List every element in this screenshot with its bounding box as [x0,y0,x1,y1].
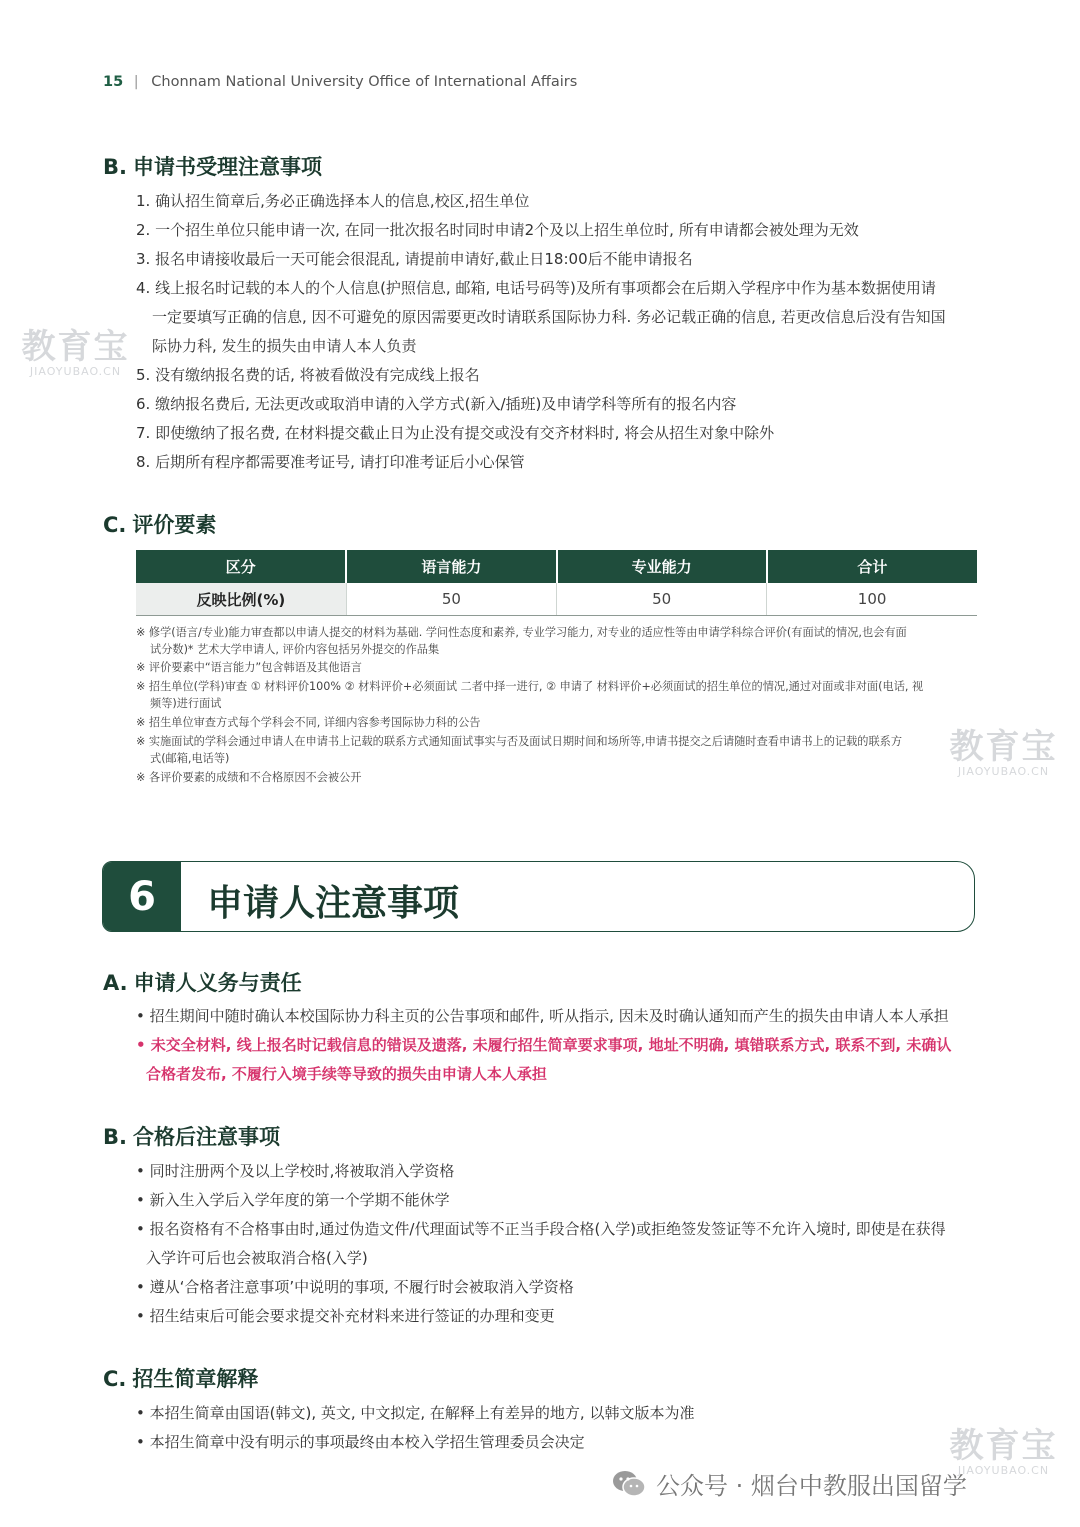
section-letter: B. [103,1125,127,1149]
watermark [946,1428,1061,1477]
list-item: 8. 后期所有程序都需要准考证号, 请打印准考证后小心保管 [136,453,525,471]
watermark-logo-text: 教育宝 [949,727,1058,767]
footnote: ※ 评价要素中“语言能力”包含韩语及其他语言 [136,661,362,674]
footnote-continuation: 试分数)* 艺术大学申请人, 评价内容包括另外提交的作品集 [150,643,440,656]
table-cell: 100 [767,583,977,616]
bullet-item: • 本招生简章中没有明示的事项最终由本校入学招生管理委员会决定 [136,1433,585,1451]
section-title: 招生简章解释 [132,1367,259,1391]
table-header-cell: 语言能力 [346,550,556,583]
footnote-continuation: 频等)进行面试 [150,697,222,710]
list-item: 2. 一个招生单位只能申请一次, 在同一批次报名时同时申请2个及以上招生单位时, 所有申请都会被处理为无效 [136,221,859,239]
footnote: ※ 修学(语言/专业)能力审查都以申请人提交的材料为基础. 学问性态度和素养, 专业学习能力, 对专业的适应性等由申请学科综合评价(有面试的情况,也会有面 [136,626,907,639]
footer-text: 公众号 · 烟台中教服出国留学 [656,1472,967,1500]
footnote-continuation: 式(邮箱,电话等) [150,752,230,765]
section-letter: A. [103,971,128,995]
section-b6-heading [103,1121,280,1151]
bullet-item: • 报名资格有不合格事由时,通过伪造文件/代理面试等不正当手段合格(入学)或拒绝签发签证等不允许入境时, 即使是在获得 [136,1220,946,1238]
header-title: Chonnam National University Office of International Affairs [151,74,578,90]
section-title: 申请人义务与责任 [133,971,302,995]
table-header-cell: 合计 [767,550,977,583]
bullet-item: • 新入生入学后入学年度的第一个学期不能休学 [136,1191,450,1209]
bullet-item: • 遵从‘合格者注意事项’中说明的事项, 不履行时会被取消入学资格 [136,1278,574,1296]
table-header-cell: 区分 [136,550,346,583]
list-item-continuation: 一定要填写正确的信息, 因不可避免的原因需要更改时请联系国际协力科. 务必记载正确的信息, 若更改信息后没有告知国 [152,308,946,326]
section-title: 合格后注意事项 [132,1125,280,1149]
watermark-logo-text: 教育宝 [949,1426,1058,1466]
list-item: 7. 即使缴纳了报名费, 在材料提交截止日为止没有提交或没有交齐材料时, 将会从招生对象中除外 [136,424,775,442]
page-number: 15 [103,74,124,90]
section-b-heading [103,151,322,181]
watermark-domain: JIAOYUBAO.CN [957,765,1050,778]
section-title: 评价要素 [132,513,217,537]
footnote: ※ 招生单位(学科)审查 ① 材料评价100% ② 材料评价+必须面试 二者中择一进行, ② 申请了 材料评价+必须面试的招生单位的情况,通过对面或非对面(电话, 视 [136,680,924,693]
list-item-continuation: 际协力科, 发生的损失由申请人本人负责 [152,337,417,355]
section-letter: C. [103,1367,127,1391]
bullet-item-continuation: 入学许可后也会被取消合格(入学) [146,1249,368,1267]
bullet-item: • 本招生简章由国语(韩文), 英文, 中文拟定, 在解释上有差异的地方, 以韩文版本为准 [136,1404,695,1422]
wechat-footer [612,1466,967,1501]
section-c6-heading [103,1363,258,1393]
header-separator: | [133,74,139,90]
bullet-item: • 同时注册两个及以上学校时,将被取消入学资格 [136,1162,455,1180]
bullet-item: • 招生期间中随时确认本校国际协力科主页的公告事项和邮件, 听从指示, 因未及时确认通知而产生的损失由申请人本人承担 [136,1007,949,1025]
evaluation-table [136,550,977,616]
watermark-logo-text: 教育宝 [21,327,130,367]
chapter-banner [102,861,975,932]
bullet-item-emphasis: • 未交全材料, 线上报名时记载信息的错误及遗落, 未履行招生简章要求事项, 地址不明确, 填错联系方式, 联系不到, 未确认 [136,1036,952,1054]
footnote: ※ 实施面试的学科会通过申请人在申请书上记载的联系方式通知面试事实与否及面试日期时间和场所等,申请书提交之后请随时查看申请书上的记载的联系方 [136,735,903,748]
chapter-title: 申请人注意事项 [207,883,460,924]
watermark [18,329,133,378]
section-title: 申请书受理注意事项 [132,155,322,179]
chapter-number: 6 [103,862,181,931]
running-header [103,74,577,90]
table-row [136,583,977,616]
section-letter: C. [103,513,127,537]
list-item: 6. 缴纳报名费后, 无法更改或取消申请的入学方式(新入/插班)及申请学科等所有的报名内容 [136,395,737,413]
list-item: 3. 报名申请接收最后一天可能会很混乱, 请提前申请好,截止日18:00后不能申请报名 [136,250,693,268]
table-cell: 50 [346,583,556,616]
watermark-domain: JIAOYUBAO.CN [957,1464,1050,1477]
wechat-icon [612,1470,646,1498]
list-item: 4. 线上报名时记载的本人的个人信息(护照信息, 邮箱, 电话号码等)及所有事项都会在后期入学程序中作为基本数据使用请 [136,279,936,297]
table-header-cell: 专业能力 [557,550,767,583]
bullet-item-emphasis-continuation: 合格者发布, 不履行入境手续等导致的损失由申请人本人承担 [146,1065,547,1083]
bullet-item: • 招生结束后可能会要求提交补充材料来进行签证的办理和变更 [136,1307,555,1325]
footnote: ※ 各评价要素的成绩和不合格原因不会被公开 [136,771,362,784]
table-cell: 50 [557,583,767,616]
table-header-row [136,550,977,583]
section-letter: B. [103,155,127,179]
list-item: 5. 没有缴纳报名费的话, 将被看做没有完成线上报名 [136,366,480,384]
watermark-domain: JIAOYUBAO.CN [29,365,122,378]
footnote: ※ 招生单位审查方式每个学科会不同, 详细内容参考国际协力科的公告 [136,716,481,729]
watermark [946,729,1061,778]
table-row-header: 反映比例(%) [136,583,346,616]
list-item: 1. 确认招生简章后,务必正确选择本人的信息,校区,招生单位 [136,192,530,210]
section-c-heading [103,509,216,539]
section-a-heading [103,967,302,997]
